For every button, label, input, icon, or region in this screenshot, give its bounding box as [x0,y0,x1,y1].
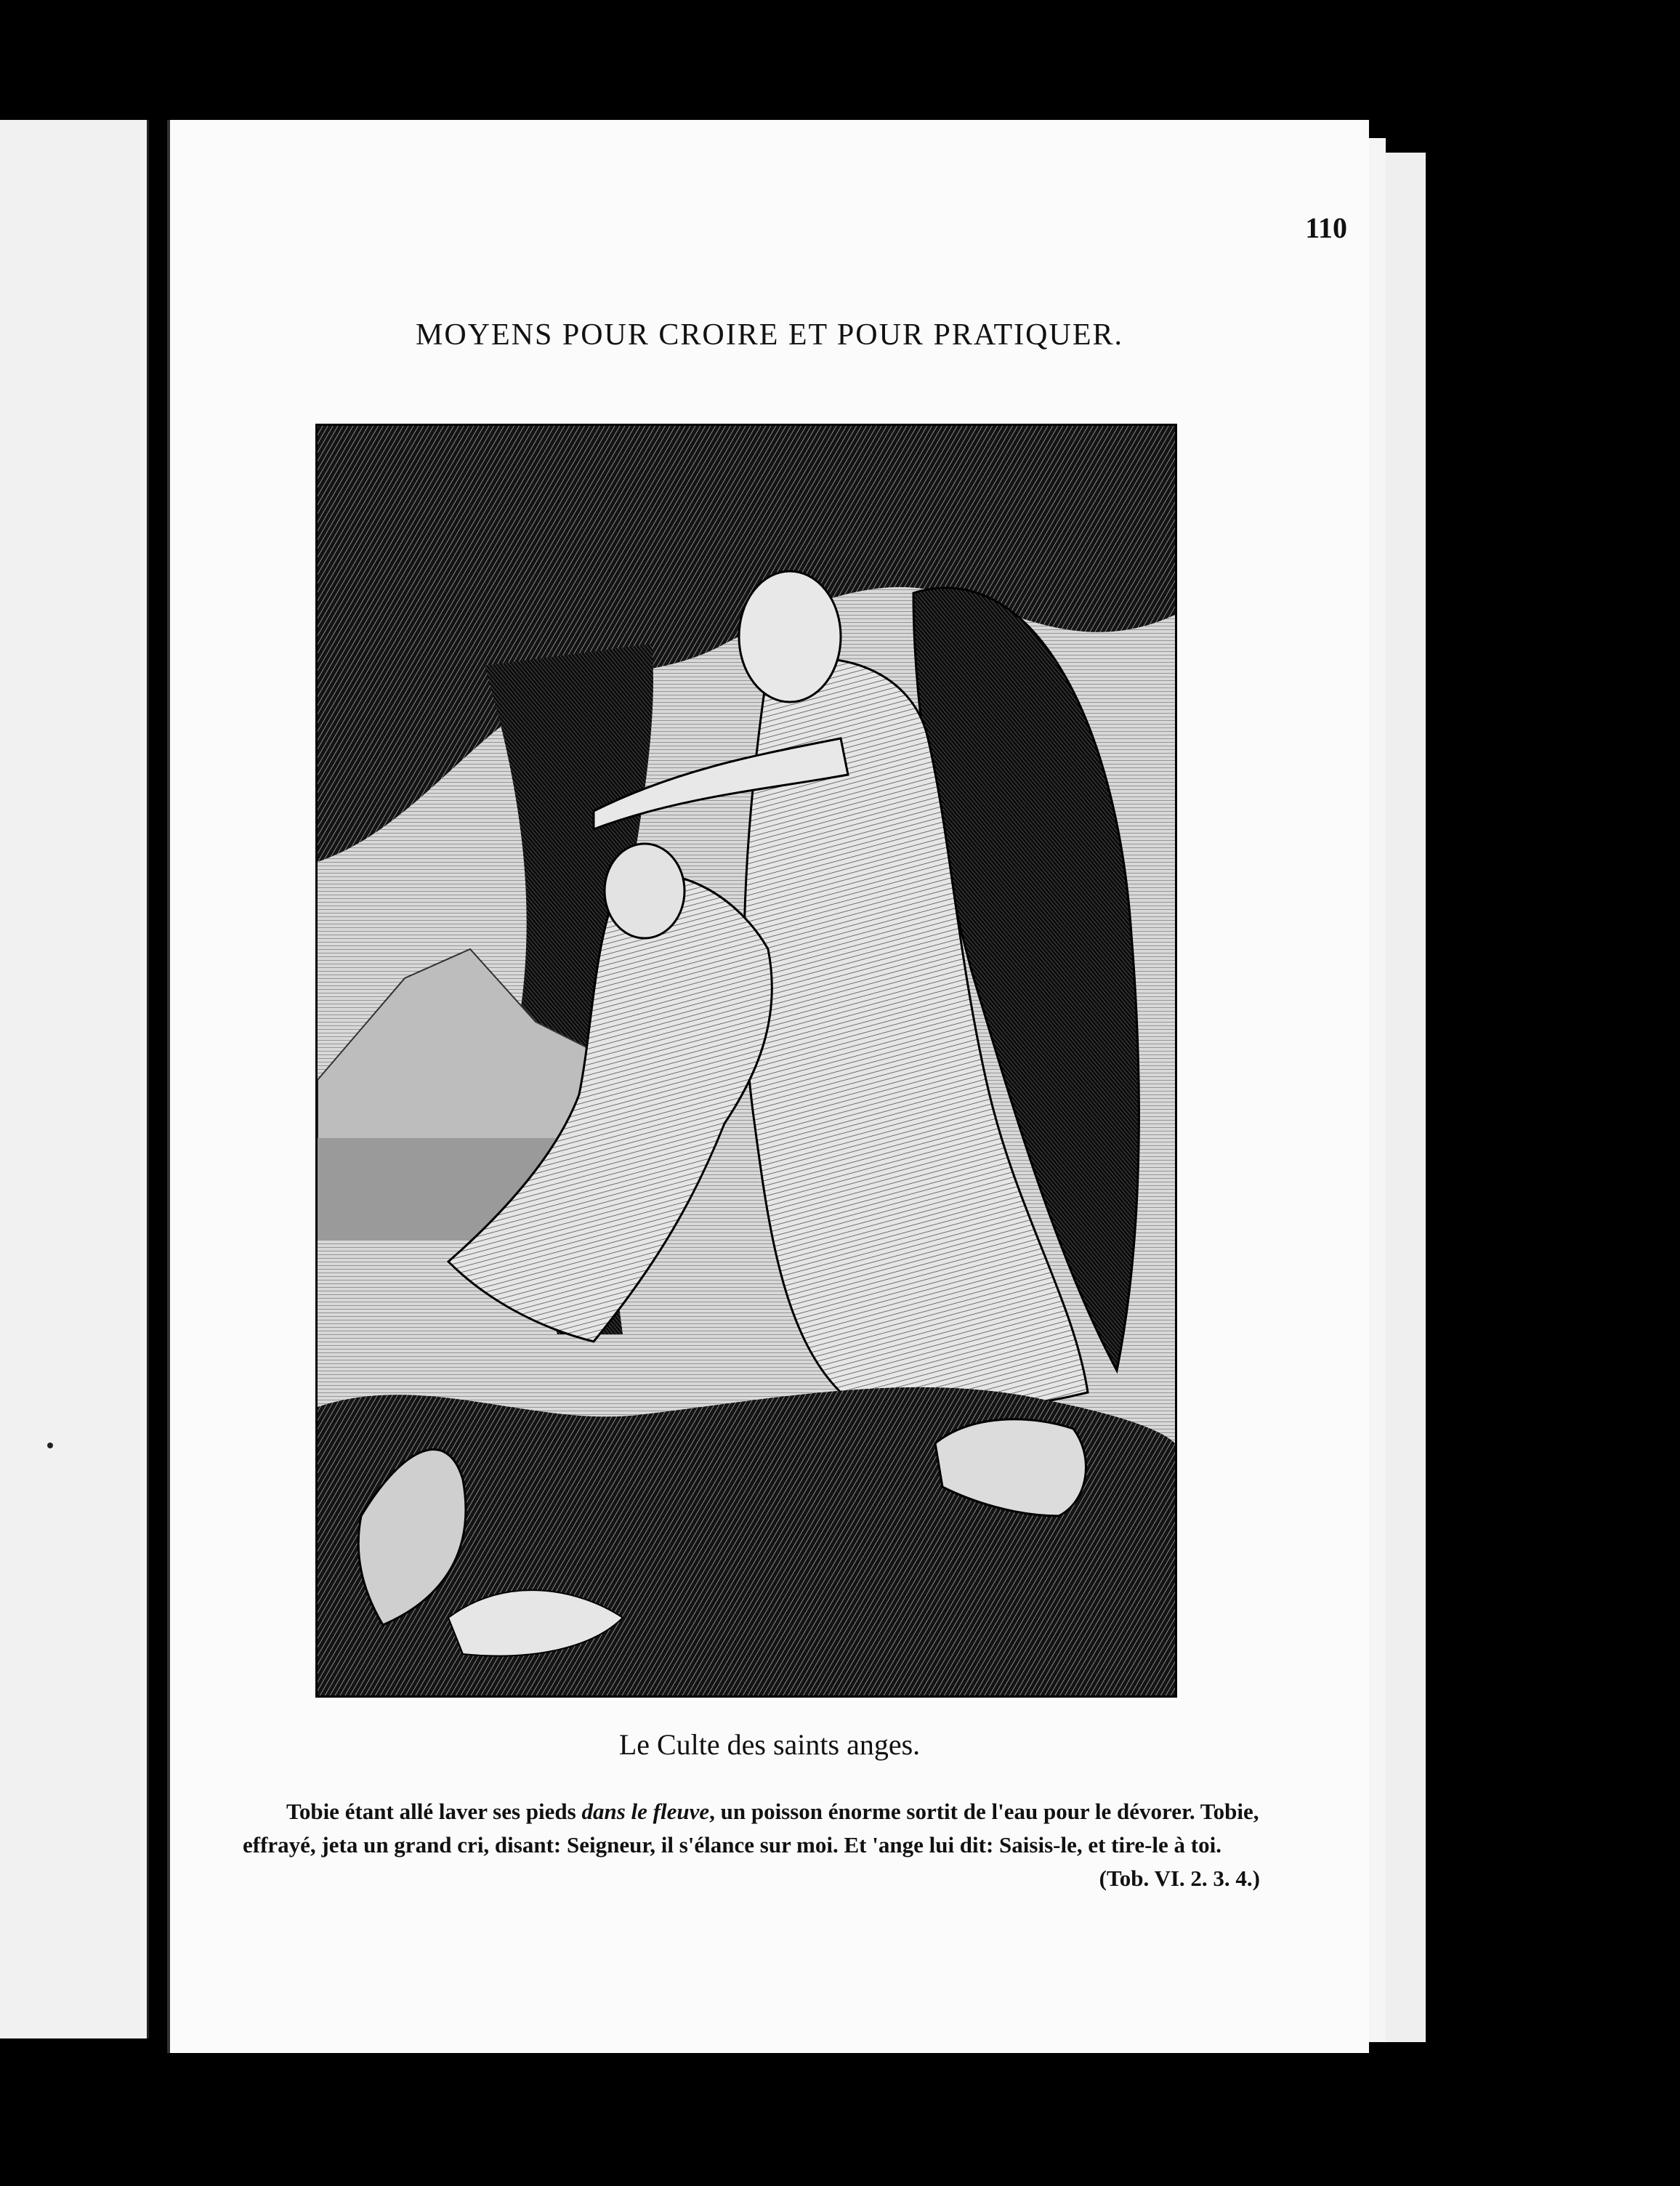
engraving-illustration [315,424,1177,1698]
text-emphasis: dans le fleuve [581,1799,710,1824]
engraving-image [318,426,1175,1695]
illustration-caption: Le Culte des saints anges. [618,1728,921,1761]
scripture-reference: (Tob. VI. 2. 3. 4.) [1099,1866,1260,1891]
book-page [167,120,1369,2053]
tobias-head [605,844,684,938]
text-part-2: , un poisson énorme sortit de l'eau pour le dévorer. Tobie, effrayé, jeta un grand cri, disant: Seigneur, il s'élance sur moi. Et 'ange lui dit: Saisis-le, et tire-le à toi. [243,1799,1259,1858]
page-number: 110 [1305,211,1347,244]
angel-head [739,571,841,702]
running-head: MOYENS POUR CROIRE ET POUR PRATIQUER. [415,318,1123,352]
body-paragraph [243,1795,1260,1895]
ink-spot [47,1443,53,1448]
facing-page-edge [0,120,149,2038]
text-part-1: Tobie étant allé laver ses pieds [286,1799,582,1824]
